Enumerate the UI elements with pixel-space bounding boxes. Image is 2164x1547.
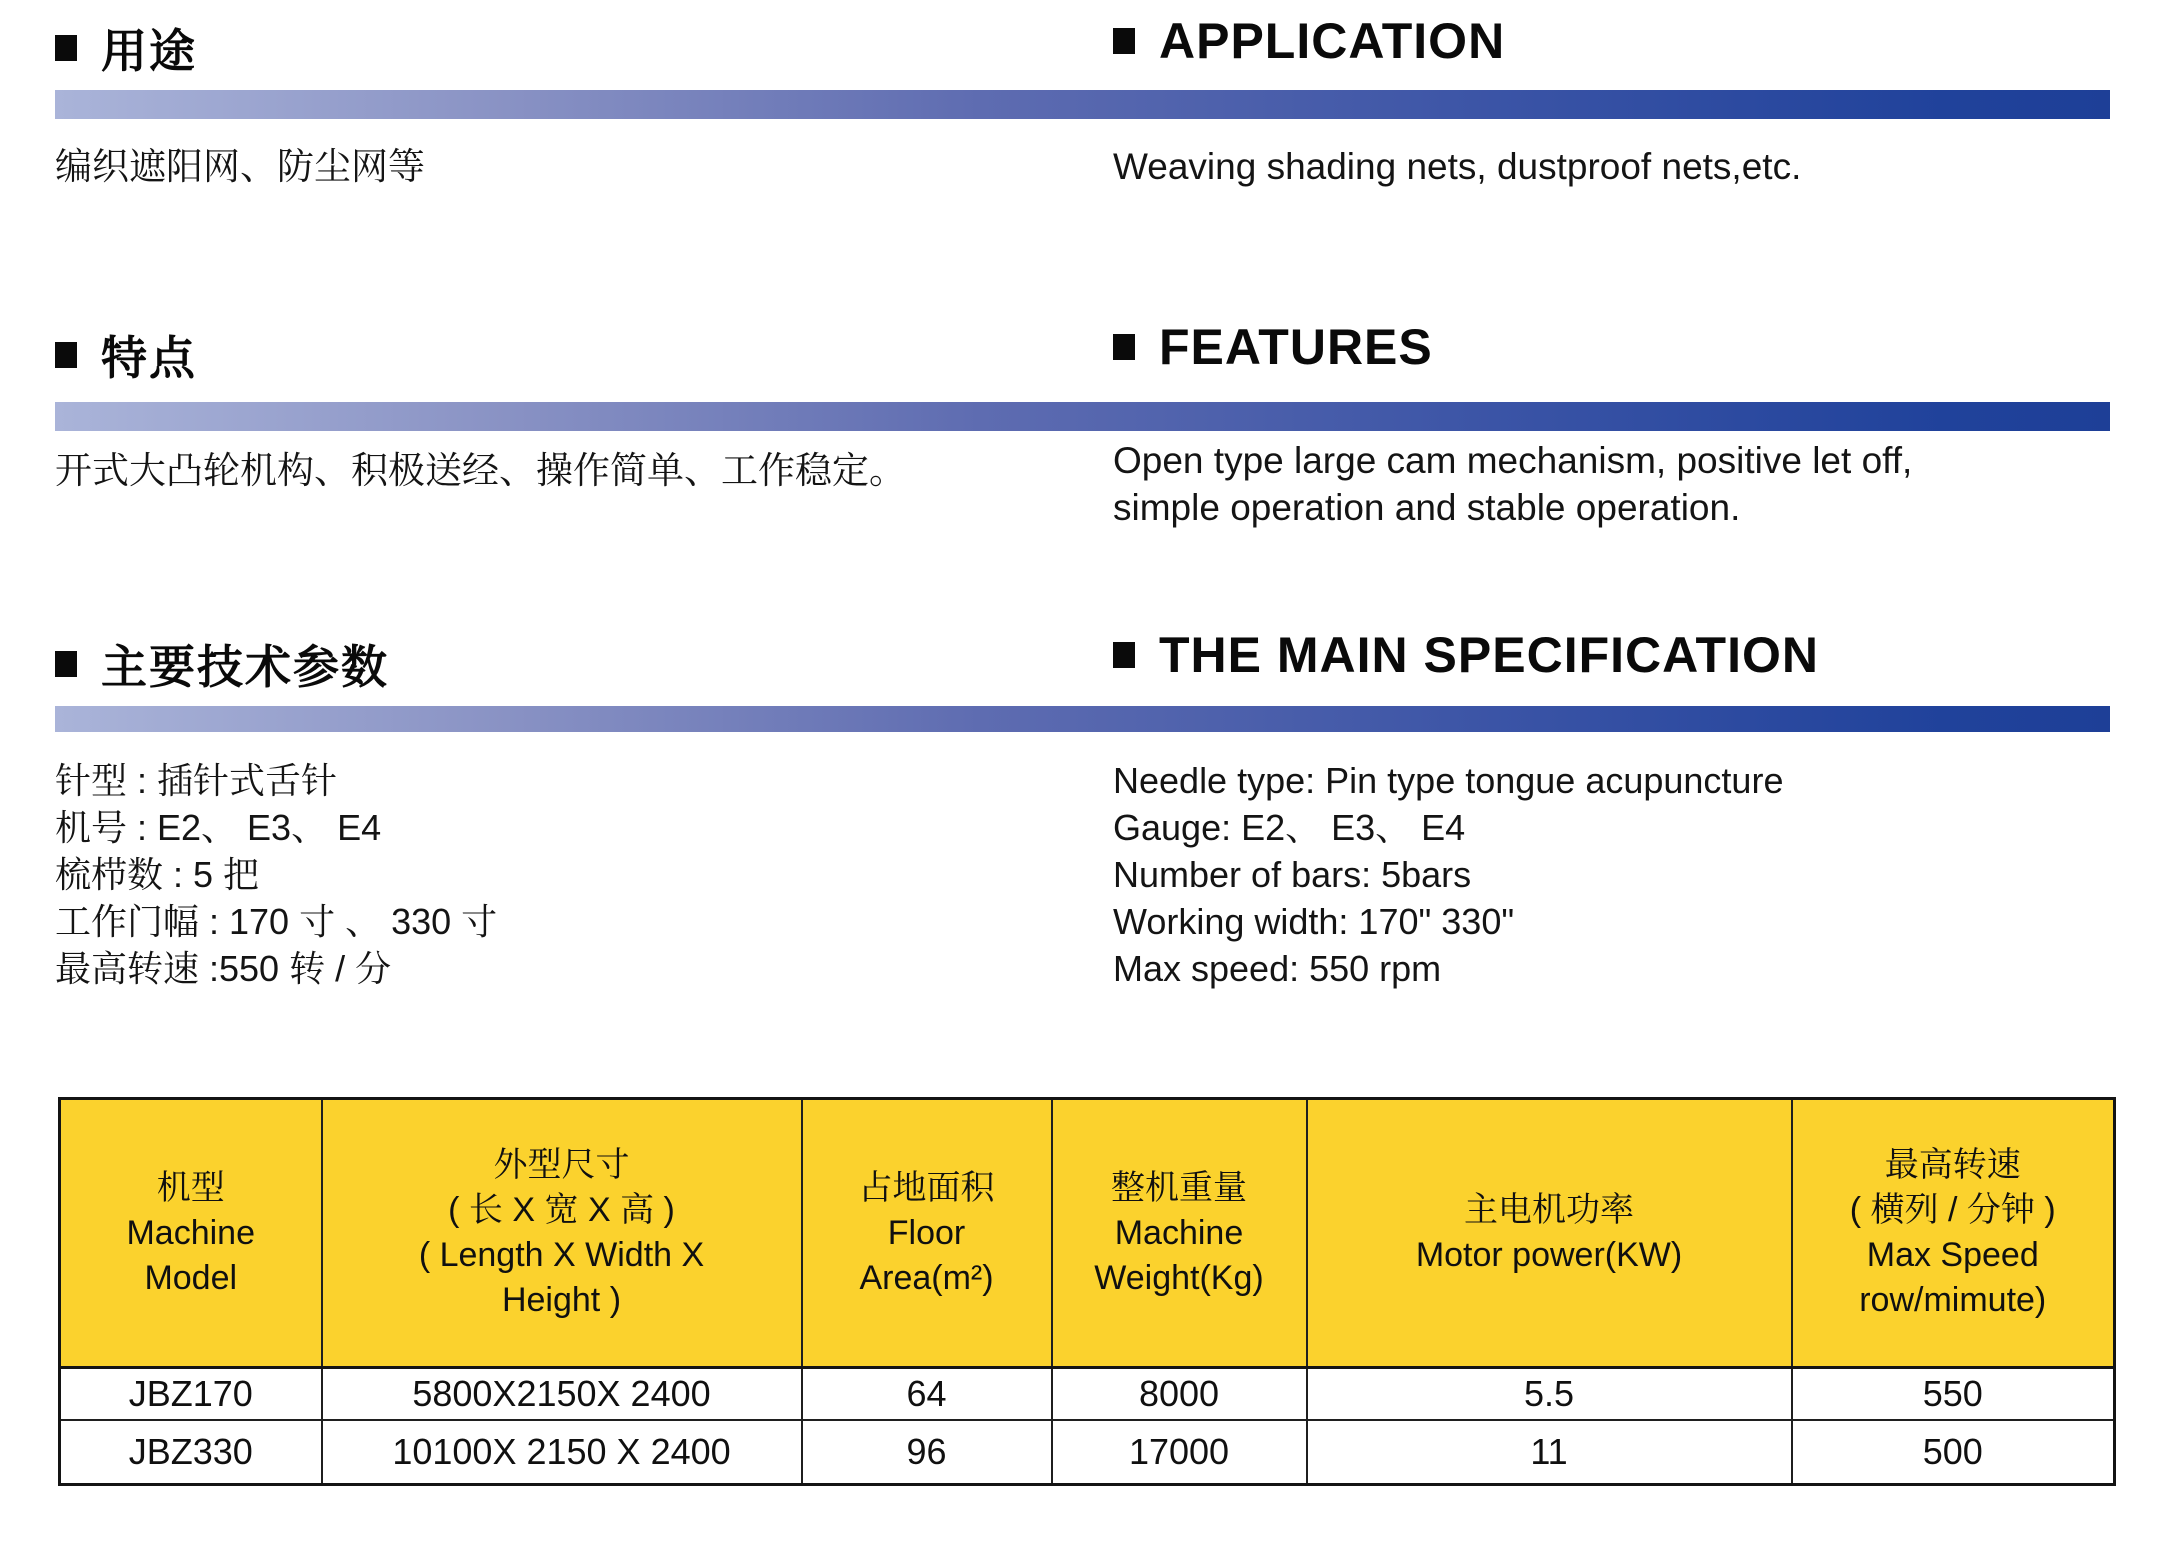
spec-line-zh: 针型 : 插针式舌针 xyxy=(55,760,338,801)
cell-model: JBZ330 xyxy=(60,1420,322,1485)
cell-weight: 8000 xyxy=(1052,1368,1307,1421)
specification-title-en: THE MAIN SPECIFICATION xyxy=(1159,627,1819,683)
col-header-motor-power: 主电机功率 Motor power(KW) xyxy=(1307,1099,1792,1368)
square-bullet-icon xyxy=(1113,642,1135,668)
square-bullet-icon xyxy=(1113,334,1135,360)
spec-line-zh: 最高转速 :550 转 / 分 xyxy=(55,948,392,989)
cell-weight: 17000 xyxy=(1052,1420,1307,1485)
divider-bar xyxy=(55,402,2110,431)
cell-max-speed: 500 xyxy=(1792,1420,2115,1485)
col-header-max-speed: 最高转速 ( 横列 / 分钟 ) Max Speed row/mimute) xyxy=(1792,1099,2115,1368)
square-bullet-icon xyxy=(55,35,77,61)
cell-dimensions: 10100X 2150 X 2400 xyxy=(322,1420,802,1485)
features-body-en xyxy=(1113,437,2123,531)
spec-line-zh: 工作门幅 : 170 寸 、 330 寸 xyxy=(55,901,498,942)
spec-line-en: Number of bars: 5bars xyxy=(1113,854,1472,895)
application-body-zh: 编织遮阳网、防尘网等 xyxy=(55,146,425,187)
col-header-dimensions: 外型尺寸 ( 长 X 宽 X 高 ) ( Length X Width X Height ) xyxy=(322,1099,802,1368)
specification-heading-en xyxy=(1113,626,1819,684)
specification-title-zh: 主要技术参数 xyxy=(101,641,389,693)
table-row xyxy=(60,1368,2115,1421)
cell-max-speed: 550 xyxy=(1792,1368,2115,1421)
divider-bar xyxy=(55,90,2110,119)
features-heading-zh xyxy=(55,322,197,388)
features-body-zh: 开式大凸轮机构、积极送经、操作简单、工作稳定。 xyxy=(55,450,906,491)
specification-list-zh xyxy=(55,757,497,992)
cell-motor-power: 5.5 xyxy=(1307,1368,1792,1421)
cell-floor-area: 96 xyxy=(802,1420,1052,1485)
col-header-machine-weight: 整机重量 Machine Weight(Kg) xyxy=(1052,1099,1307,1368)
table-row xyxy=(60,1420,2115,1485)
features-body-en-line: Open type large cam mechanism, positive let off, xyxy=(1113,440,1913,481)
square-bullet-icon xyxy=(1113,28,1135,54)
features-title-zh: 特点 xyxy=(101,332,197,384)
spec-line-en: Working width: 170" 330" xyxy=(1113,901,1515,942)
col-header-machine-model: 机型 Machine Model xyxy=(60,1099,322,1368)
square-bullet-icon xyxy=(55,342,77,368)
features-body-en-line: simple operation and stable operation. xyxy=(1113,487,1741,528)
cell-model: JBZ170 xyxy=(60,1368,322,1421)
col-header-floor-area: 占地面积 Floor Area(m²) xyxy=(802,1099,1052,1368)
features-heading-en xyxy=(1113,318,1433,376)
table-header-row xyxy=(60,1099,2115,1368)
application-heading-zh xyxy=(55,15,197,81)
specification-list-en xyxy=(1113,757,1783,992)
cell-motor-power: 11 xyxy=(1307,1420,1792,1485)
spec-line-en: Gauge: E2、 E3、 E4 xyxy=(1113,807,1466,848)
application-title-en: APPLICATION xyxy=(1159,13,1506,69)
application-heading-en xyxy=(1113,12,1505,70)
square-bullet-icon xyxy=(55,651,77,677)
spec-line-zh: 梳栉数 : 5 把 xyxy=(55,854,260,895)
spec-line-en: Needle type: Pin type tongue acupuncture xyxy=(1113,760,1784,801)
specification-heading-zh xyxy=(55,631,389,697)
spec-line-zh: 机号 : E2、 E3、 E4 xyxy=(55,807,382,848)
features-title-en: FEATURES xyxy=(1159,319,1433,375)
specification-table xyxy=(58,1097,2113,1486)
cell-floor-area: 64 xyxy=(802,1368,1052,1421)
application-title-zh: 用途 xyxy=(101,25,197,77)
application-body-en: Weaving shading nets, dustproof nets,etc. xyxy=(1113,146,1802,187)
cell-dimensions: 5800X2150X 2400 xyxy=(322,1368,802,1421)
spec-line-en: Max speed: 550 rpm xyxy=(1113,948,1442,989)
divider-bar xyxy=(55,706,2110,732)
